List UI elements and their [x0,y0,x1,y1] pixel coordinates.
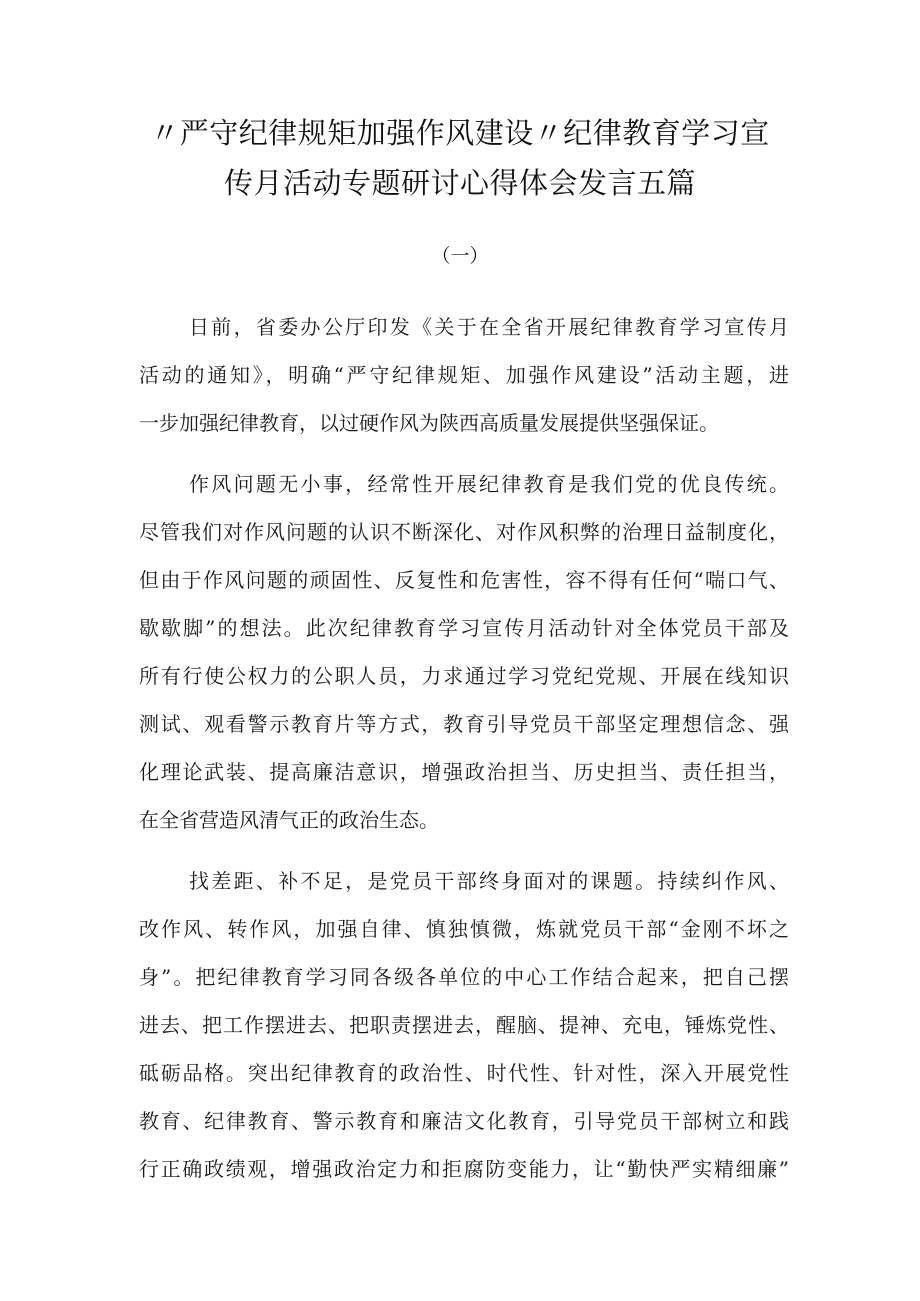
paragraph-line: 但由于作风问题的顽固性、反复性和危害性，容不得有任何“喘口气、 [139,568,789,592]
paragraph-line: 找差距、补不足，是党员干部终身面对的课题。持续纠作风、 [189,869,789,893]
paragraph-line: 尽管我们对作风问题的认识不断深化、对作风积弊的治理日益制度化， [139,520,789,544]
paragraph-line: 改作风、转作风，加强自律、慎独慎微，炼就党员干部“金刚不坏之 [139,917,789,941]
paragraph-line: 一步加强纪律教育，以过硬作风为陕西高质量发展提供坚强保证。 [139,411,719,435]
paragraph-line: 化理论武装、提高廉洁意识，增强政治担当、历史担当、责任担当， [139,760,789,784]
paragraph-line: 在全省营造风清气正的政治生态。 [139,808,439,832]
paragraph-line: 教育、纪律教育、警示教育和廉洁文化教育，引导党员干部树立和践 [139,1109,789,1133]
title-line-1: 〃严守纪律规矩加强作风建设〃纪律教育学习宣 [150,116,770,150]
section-number: （一） [431,245,489,267]
paragraph-line: 日前，省委办公厅印发《关于在全省开展纪律教育学习宣传月 [189,315,789,339]
paragraph-3 [139,857,789,1193]
paragraph-line: 作风问题无小事，经常性开展纪律教育是我们党的优良传统。 [189,472,789,496]
paragraph-1 [139,303,789,447]
document-body [139,303,789,1193]
paragraph-line: 活动的通知》，明确“严守纪律规矩、加强作风建设”活动主题，进 [139,363,789,387]
paragraph-line: 歇歇脚”的想法。此次纪律教育学习宣传月活动针对全体党员干部及 [139,616,789,640]
paragraph-line: 测试、观看警示教育片等方式，教育引导党员干部坚定理想信念、强 [139,712,789,736]
paragraph-line: 砥砺品格。突出纪律教育的政治性、时代性、针对性，深入开展党性 [139,1061,789,1085]
paragraph-line: 身”。把纪律教育学习同各级各单位的中心工作结合起来，把自己摆 [139,965,789,989]
paragraph-line: 进去、把工作摆进去、把职责摆进去，醒脑、提神、充电，锤炼党性、 [139,1013,789,1037]
paragraph-2 [139,460,789,844]
title-line-2: 传月活动专题研讨心得体会发言五篇 [223,166,696,200]
paragraph-line: 行正确政绩观，增强政治定力和拒腐防变能力，让“勤快严实精细廉” [139,1157,789,1181]
document-title [120,108,800,208]
paragraph-line: 所有行使公权力的公职人员，力求通过学习党纪党规、开展在线知识 [139,664,789,688]
